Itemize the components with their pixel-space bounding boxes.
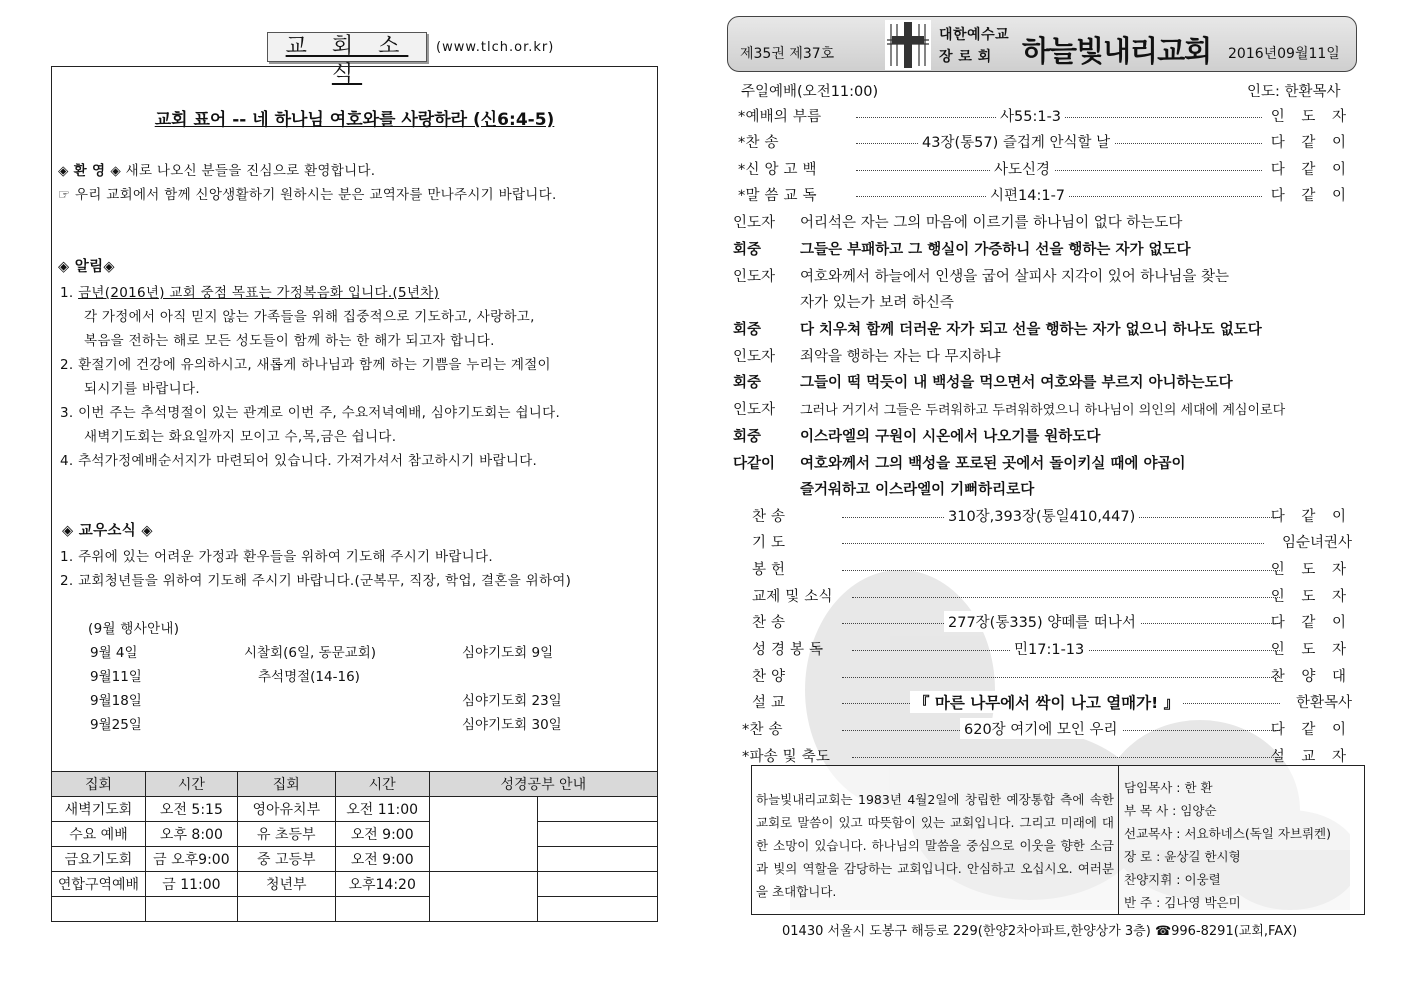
- welcome-line: [58, 159, 375, 179]
- order-item-name: *신 앙 고 백: [738, 162, 817, 178]
- notice-heading: ◈ 알림◈: [58, 259, 115, 275]
- event-date: 9월18일: [90, 693, 142, 709]
- staff-entry: 부 목 사 : 임양순: [1124, 803, 1217, 818]
- reading-role: 회중: [733, 322, 762, 338]
- worship-order-item: [752, 691, 1352, 711]
- event-name: 시찰회(6일, 동문교회): [244, 645, 377, 661]
- staff-entry: 찬양지휘 : 이웅렬: [1124, 872, 1221, 887]
- website-link[interactable]: (www.tlch.or.kr): [436, 40, 555, 55]
- welcome-heading: ◈ 환 영 ◈: [58, 163, 122, 179]
- church-info-box: [751, 765, 1365, 915]
- order-item-leader: 인 도 자: [1270, 642, 1352, 658]
- staff-entry: 반 주 : 김나영 박은미: [1124, 895, 1241, 910]
- prayer-item-1: 1. 주위에 있는 어려운 가정과 환우들을 위하여 기도해 주시기 바랍니다.: [60, 549, 493, 565]
- order-item-content: 43장(통57) 즐겁게 안식할 날: [918, 131, 1114, 152]
- order-item-name: *찬 송: [738, 135, 779, 151]
- table-cell: [52, 897, 146, 922]
- order-item-content: 620장 여기에 모인 우리: [960, 718, 1122, 739]
- reading-line: 자가 있는가 보려 하신즉: [800, 295, 954, 311]
- reading-role: 인도자: [733, 349, 776, 365]
- table-cell: 오전 9:00: [335, 847, 429, 872]
- order-item-leader: 임순녀권사: [1281, 535, 1352, 551]
- worship-order-item: [738, 184, 1352, 204]
- worship-order-item: [742, 718, 1352, 738]
- bible-study-cell: [538, 872, 658, 897]
- order-item-name: *찬 송: [742, 722, 783, 738]
- event-date: 9월11일: [90, 669, 142, 685]
- volume-number: 제35권 제37호: [740, 46, 835, 62]
- order-item-leader: 설 교 자: [1270, 749, 1352, 765]
- church-news-box: [51, 66, 658, 772]
- notice-item-2-line2: 되시기를 바랍니다.: [84, 381, 200, 397]
- order-item-leader: 다 같 이: [1270, 135, 1352, 151]
- worship-order-item: [752, 638, 1352, 658]
- reading-line: 그들이 떡 먹듯이 내 백성을 먹으면서 여호와를 부르지 아니하는도다: [800, 375, 1233, 391]
- table-row: [52, 822, 658, 847]
- table-cell: 오후14:20: [335, 872, 429, 897]
- reading-line: 어리석은 자는 그의 마음에 이르기를 하나님이 없다 하는도다: [800, 215, 1183, 231]
- order-item-name: 찬 양: [752, 669, 786, 685]
- table-cell: [237, 897, 335, 922]
- worship-order-item: [738, 158, 1352, 178]
- notice-item-4: 4. 추석가정예배순서지가 마련되어 있습니다. 가져가셔서 참고하시기 바랍니다.: [60, 453, 538, 469]
- reading-role: 회중: [733, 429, 762, 445]
- order-item-name: 설 교: [752, 695, 786, 711]
- bible-study-cell: [538, 847, 658, 872]
- reading-line: 그들은 부패하고 그 행실이 가증하니 선을 행하는 자가 없도다: [800, 242, 1191, 258]
- service-title: 주일예배(오전11:00): [741, 84, 879, 100]
- bulletin-header: [727, 16, 1357, 72]
- order-item-name: 찬 송: [752, 615, 786, 631]
- service-leader: 인도: 한환목사: [1247, 84, 1341, 100]
- table-header: 집회: [237, 772, 335, 797]
- order-item-name: 교제 및 소식: [752, 589, 833, 605]
- reading-role: 다같이: [733, 456, 776, 472]
- notice-item-1-line3: 복음을 전하는 해로 모든 성도들이 함께 하는 한 해가 되고자 합니다.: [84, 333, 495, 349]
- order-item-content: 민17:1-13: [1010, 638, 1088, 659]
- order-item-leader: 인 도 자: [1270, 562, 1352, 578]
- order-item-content: 277장(통335) 양떼를 떠나서: [944, 611, 1140, 632]
- reading-line: 여호와께서 하늘에서 인생을 굽어 살피사 지각이 있어 하나님을 찾는: [800, 269, 1230, 285]
- order-item-leader: 인 도 자: [1270, 589, 1352, 605]
- worship-order-item: [752, 505, 1352, 525]
- reading-role: 회중: [733, 375, 762, 391]
- table-cell: 유 초등부: [237, 822, 335, 847]
- order-item-name: *말 씀 교 독: [738, 188, 817, 204]
- table-cell: 오전 11:00: [335, 797, 429, 822]
- table-cell: 금 오후9:00: [145, 847, 237, 872]
- order-item-content: 시편14:1-7: [986, 184, 1069, 205]
- table-cell: 오전 9:00: [335, 822, 429, 847]
- order-item-leader: 인 도 자: [1270, 109, 1352, 125]
- table-cell: 금요기도회: [52, 847, 146, 872]
- divider: [1118, 766, 1119, 914]
- church-address: 01430 서울시 도봉구 해등로 229(한양2차아파트,한양상가 3층) ☎996-8291(교회,FAX): [782, 924, 1298, 939]
- reading-role: 회중: [733, 242, 762, 258]
- staff-entry: 장 로 : 윤상길 한시형: [1124, 849, 1241, 864]
- table-row: [52, 847, 658, 872]
- order-item-name: 성 경 봉 독: [752, 642, 824, 658]
- table-cell: 중 고등부: [237, 847, 335, 872]
- worship-order-item: [738, 131, 1352, 151]
- reading-line: 여호와께서 그의 백성을 포로된 곳에서 돌이키실 때에 야곱이: [800, 456, 1186, 472]
- staff-entry: 담임목사 : 한 환: [1124, 780, 1213, 795]
- order-item-name: 봉 헌: [752, 562, 786, 578]
- table-cell: 연합구역예배: [52, 872, 146, 897]
- order-item-name: *예배의 부름: [738, 109, 822, 125]
- table-header: 시간: [145, 772, 237, 797]
- table-header-row: [52, 772, 658, 797]
- table-header: 시간: [335, 772, 429, 797]
- worship-order-item: [752, 611, 1352, 631]
- table-row: [52, 797, 658, 822]
- bible-study-cell: [538, 822, 658, 847]
- reading-role: 인도자: [733, 402, 776, 418]
- table-cell: [335, 897, 429, 922]
- reading-line: 다 치우쳐 함께 더러운 자가 되고 선을 행하는 자가 없으니 하나도 없도다: [800, 322, 1262, 338]
- notice-item-1: 1. 금년(2016년) 교회 중점 목표는 가정복음화 입니다.(5년차): [60, 285, 440, 301]
- table-cell: 청년부: [237, 872, 335, 897]
- worship-order-item: [752, 531, 1352, 551]
- order-item-leader: 한환목사: [1295, 695, 1352, 711]
- order-item-leader: 찬 양 대: [1270, 669, 1352, 685]
- table-row: [52, 897, 658, 922]
- welcome-text: 새로 나오신 분들을 진심으로 환영합니다.: [121, 163, 376, 179]
- denomination: 대한예수교 장 로 회: [939, 27, 1010, 65]
- reading-line: 죄악을 행하는 자는 다 무지하냐: [800, 349, 1001, 365]
- bible-study-cell: [538, 797, 658, 822]
- reading-line: 즐거워하고 이스라엘이 기뻐하리로다: [800, 482, 1035, 498]
- order-item-content: 사55:1-3: [996, 105, 1065, 126]
- events-heading: (9월 행사안내): [88, 621, 180, 637]
- table-row: [52, 872, 658, 897]
- order-item-leader: 다 같 이: [1270, 722, 1352, 738]
- order-item-content: 사도신경: [990, 158, 1054, 179]
- order-item-name: *파송 및 축도: [742, 749, 831, 765]
- order-item-content: 310장,393장(통일410,447): [944, 505, 1139, 526]
- order-item-leader: 다 같 이: [1270, 615, 1352, 631]
- worship-order-item: [752, 558, 1352, 578]
- bible-study-cell: [429, 872, 538, 922]
- prayer-item-2: 2. 교회청년들을 위하여 기도해 주시기 바랍니다.(군복무, 직장, 학업, 결혼을 위하여): [60, 573, 572, 589]
- order-item-name: 기 도: [752, 535, 786, 551]
- staff-entry: 선교목사 : 서요하네스(독일 자브뤼켄): [1124, 826, 1332, 841]
- table-cell: [145, 897, 237, 922]
- table-cell: 금 11:00: [145, 872, 237, 897]
- event-name: 추석명절(14-16): [258, 669, 360, 685]
- news-title: 교 회 소 식: [267, 32, 427, 62]
- table-cell: 새벽기도회: [52, 797, 146, 822]
- event-date: 9월25일: [90, 717, 142, 733]
- notice-item-3: 3. 이번 주는 추석명절이 있는 관계로 이번 주, 수요저녁예배, 심야기도회는 쉽니다.: [60, 405, 561, 421]
- event-night-prayer: 심야기도회 23일: [462, 693, 562, 709]
- notice-item-1-line2: 각 가정에서 아직 믿지 않는 가족들을 위해 집중적으로 기도하고, 사랑하고,: [84, 309, 535, 325]
- reading-role: 인도자: [733, 215, 776, 231]
- table-header: 집회: [52, 772, 146, 797]
- table-cell: 영아유치부: [237, 797, 335, 822]
- bible-study-cell: [429, 797, 538, 872]
- church-introduction: 하늘빛내리교회는 1983년 4월2일에 창립한 예장통합 측에 속한 교회로 말씀이 있고 따뜻함이 있는 교회입니다. 그리고 미래에 대한 소망이 있습니다. 하나님의 말씀을 중심으로 이웃을 향한 소금과 빛의 역할을 감당하는 교회입니다. 안심하고 오십시오. 여러분을 초대합니다.: [756, 792, 1114, 899]
- event-date: 9월 4일: [90, 645, 138, 661]
- event-night-prayer: 심야기도회 9일: [462, 645, 554, 661]
- reading-line: 그러나 거기서 그들은 두려워하고 두려워하였으니 하나님이 의인의 세대에 계심이로다: [800, 403, 1286, 418]
- reading-role: 인도자: [733, 269, 776, 285]
- cross-logo-icon: [885, 20, 931, 70]
- bible-study-cell: [538, 897, 658, 922]
- table-cell: 수요 예배: [52, 822, 146, 847]
- church-name: 하늘빛내리교회: [1022, 34, 1212, 68]
- welcome-note: ☞ 우리 교회에서 함께 신앙생활하기 원하시는 분은 교역자를 만나주시기 바랍니다.: [58, 187, 557, 203]
- event-night-prayer: 심야기도회 30일: [462, 717, 562, 733]
- church-motto: 교회 표어 -- 네 하나님 여호와를 사랑하라 (신6:4-5): [154, 110, 555, 130]
- reading-line: 이스라엘의 구원이 시온에서 나오기를 원하도다: [800, 429, 1101, 445]
- worship-order-item: [742, 745, 1352, 765]
- worship-order-item: [738, 105, 1352, 125]
- notice-item-3-line2: 새벽기도회는 화요일까지 모이고 수,목,금은 쉽니다.: [84, 429, 397, 445]
- table-header: 성경공부 안내: [429, 772, 657, 797]
- bulletin-date: 2016년09월11일: [1228, 46, 1340, 62]
- order-item-leader: 다 같 이: [1270, 509, 1352, 525]
- sermon-title: 『 마른 나무에서 싹이 나고 열매가! 』: [910, 691, 1183, 713]
- meeting-schedule-table: [51, 771, 658, 922]
- table-cell: 오전 5:15: [145, 797, 237, 822]
- worship-order-item: [752, 665, 1352, 685]
- order-item-leader: 다 같 이: [1270, 188, 1352, 204]
- table-cell: 오후 8:00: [145, 822, 237, 847]
- order-item-name: 찬 송: [752, 509, 786, 525]
- prayer-heading: ◈ 교우소식 ◈: [62, 523, 153, 539]
- order-item-leader: 다 같 이: [1270, 162, 1352, 178]
- notice-item-2: 2. 환절기에 건강에 유의하시고, 새롭게 하나님과 함께 하는 기쁨을 누리는 계절이: [60, 357, 551, 373]
- worship-order-item: [752, 585, 1352, 605]
